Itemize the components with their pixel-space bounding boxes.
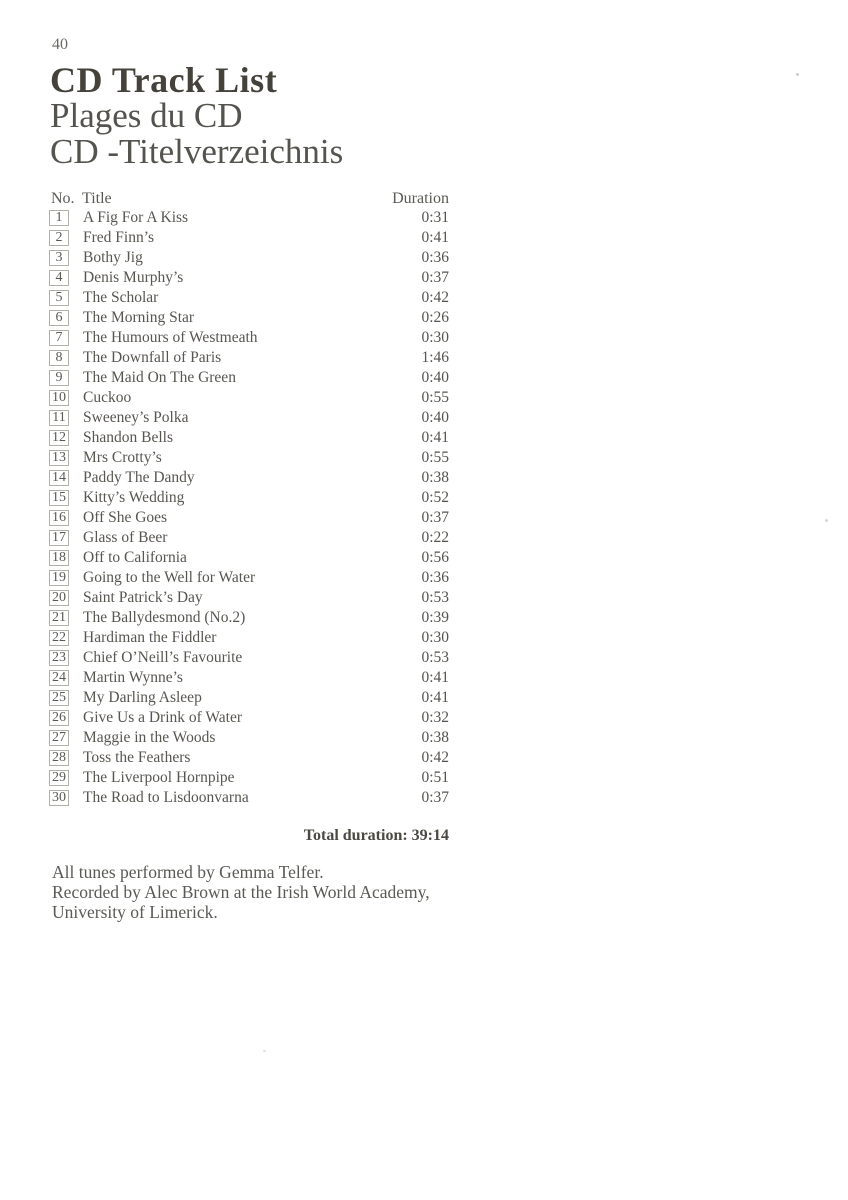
track-number-box: 22: [49, 630, 69, 646]
track-number-box: 9: [49, 370, 69, 386]
track-duration: 0:42: [421, 289, 449, 306]
track-title: The Humours of Westmeath: [83, 329, 258, 346]
track-row: [49, 588, 449, 608]
track-row: [49, 508, 449, 528]
track-duration: 0:56: [421, 549, 449, 566]
track-number-box: 16: [49, 510, 69, 526]
track-title: The Liverpool Hornpipe: [83, 769, 235, 786]
track-number-box: 25: [49, 690, 69, 706]
track-number-box: 24: [49, 670, 69, 686]
track-title: Kitty’s Wedding: [83, 489, 185, 506]
track-title: Fred Finn’s: [83, 229, 155, 246]
track-title: Bothy Jig: [83, 249, 143, 266]
track-rows: [49, 208, 449, 808]
track-number-box: 8: [49, 350, 69, 366]
track-row: [49, 428, 449, 448]
track-title: Glass of Beer: [83, 529, 168, 546]
track-duration: 0:36: [421, 249, 449, 266]
track-title: Denis Murphy’s: [83, 269, 184, 286]
track-duration: 0:41: [421, 229, 449, 246]
track-row: [49, 408, 449, 428]
track-duration: 0:38: [421, 469, 449, 486]
track-duration: 0:37: [421, 269, 449, 286]
track-number-box: 13: [49, 450, 69, 466]
track-number-box: 28: [49, 750, 69, 766]
total-duration: Total duration: 39:14: [303, 827, 449, 844]
track-number-box: 12: [49, 430, 69, 446]
page-number: 40: [52, 36, 68, 53]
track-title: Chief O’Neill’s Favourite: [83, 649, 243, 666]
track-duration: 0:40: [421, 369, 449, 386]
scan-speck: [825, 519, 828, 522]
track-title: A Fig For A Kiss: [83, 209, 189, 226]
track-duration: 0:30: [421, 329, 449, 346]
scan-speck: [796, 73, 799, 76]
track-title: Shandon Bells: [83, 429, 173, 446]
track-title: Paddy The Dandy: [83, 469, 195, 486]
track-title: The Scholar: [83, 289, 159, 306]
track-duration: 0:42: [421, 749, 449, 766]
track-row: [49, 388, 449, 408]
track-title: Sweeney’s Polka: [83, 409, 189, 426]
track-row: [49, 448, 449, 468]
page-title-german: CD -Titelverzeichnis: [50, 132, 344, 171]
track-duration: 0:30: [421, 629, 449, 646]
track-number-box: 14: [49, 470, 69, 486]
page-title-english: CD Track List: [50, 60, 278, 100]
track-title: Mrs Crotty’s: [83, 449, 162, 466]
track-duration: 0:40: [421, 409, 449, 426]
track-row: [49, 628, 449, 648]
heading-block: [50, 62, 343, 170]
track-title: Maggie in the Woods: [83, 729, 216, 746]
credit-line: All tunes performed by Gemma Telfer.: [52, 862, 324, 882]
track-title: Cuckoo: [83, 389, 132, 406]
track-duration: 0:26: [421, 309, 449, 326]
track-row: [49, 608, 449, 628]
track-title: The Ballydesmond (No.2): [83, 609, 246, 626]
track-number-box: 2: [49, 230, 69, 246]
track-title: Toss the Feathers: [83, 749, 191, 766]
track-row: [49, 688, 449, 708]
track-number-box: 15: [49, 490, 69, 506]
track-number-box: 29: [49, 770, 69, 786]
track-row: [49, 228, 449, 248]
column-header-title: Title: [82, 190, 112, 207]
track-title: The Downfall of Paris: [83, 349, 222, 366]
track-number-box: 19: [49, 570, 69, 586]
track-title: My Darling Asleep: [83, 689, 202, 706]
track-row: [49, 768, 449, 788]
track-duration: 0:55: [421, 449, 449, 466]
track-title: Hardiman the Fiddler: [83, 629, 217, 646]
track-title: Martin Wynne’s: [83, 669, 183, 686]
track-duration: 0:41: [421, 669, 449, 686]
track-title: Give Us a Drink of Water: [83, 709, 243, 726]
track-number-box: 20: [49, 590, 69, 606]
track-number-box: 3: [49, 250, 69, 266]
track-number-box: 17: [49, 530, 69, 546]
track-row: [49, 568, 449, 588]
track-duration: 0:36: [421, 569, 449, 586]
track-number-box: 18: [49, 550, 69, 566]
track-number-box: 7: [49, 330, 69, 346]
track-duration: 0:52: [421, 489, 449, 506]
scan-speck: [263, 1050, 266, 1052]
track-duration: 0:53: [421, 589, 449, 606]
track-row: [49, 648, 449, 668]
track-number-box: 26: [49, 710, 69, 726]
page-title-french: Plages du CD: [50, 96, 243, 135]
track-number-box: 4: [49, 270, 69, 286]
track-duration: 0:55: [421, 389, 449, 406]
track-title: Off to California: [83, 549, 187, 566]
column-header-duration: Duration: [392, 190, 449, 207]
track-row: [49, 368, 449, 388]
track-duration: 0:38: [421, 729, 449, 746]
track-duration: 0:53: [421, 649, 449, 666]
track-table-header: [49, 190, 449, 210]
track-number-box: 23: [49, 650, 69, 666]
credits: [52, 862, 430, 922]
track-row: [49, 528, 449, 548]
track-duration: 0:22: [421, 529, 449, 546]
track-number-box: 30: [49, 790, 69, 806]
track-row: [49, 288, 449, 308]
track-row: [49, 728, 449, 748]
track-number-box: 21: [49, 610, 69, 626]
track-duration: 0:32: [421, 709, 449, 726]
track-number-box: 6: [49, 310, 69, 326]
track-duration: 0:37: [421, 789, 449, 806]
track-row: [49, 328, 449, 348]
track-row: [49, 488, 449, 508]
track-number-box: 11: [49, 410, 69, 426]
track-title: Going to the Well for Water: [83, 569, 256, 586]
track-row: [49, 668, 449, 688]
credit-line: Recorded by Alec Brown at the Irish World Academy,: [52, 882, 430, 902]
track-row: [49, 268, 449, 288]
track-row: [49, 748, 449, 768]
track-number-box: 1: [49, 210, 69, 226]
track-title: The Maid On The Green: [83, 369, 236, 386]
track-title: Saint Patrick’s Day: [83, 589, 203, 606]
track-row: [49, 468, 449, 488]
track-title: The Road to Lisdoonvarna: [83, 789, 249, 806]
track-row: [49, 348, 449, 368]
track-row: [49, 708, 449, 728]
track-duration: 0:39: [421, 609, 449, 626]
track-row: [49, 208, 449, 228]
track-duration: 0:41: [421, 689, 449, 706]
track-row: [49, 788, 449, 808]
track-title: Off She Goes: [83, 509, 168, 526]
track-duration: 0:51: [421, 769, 449, 786]
credit-line: University of Limerick.: [52, 902, 218, 922]
track-number-box: 10: [49, 390, 69, 406]
column-header-no: No.: [51, 190, 75, 207]
track-duration: 1:46: [421, 349, 449, 366]
track-row: [49, 548, 449, 568]
track-duration: 0:37: [421, 509, 449, 526]
track-title: The Morning Star: [83, 309, 195, 326]
track-number-box: 27: [49, 730, 69, 746]
track-number-box: 5: [49, 290, 69, 306]
track-row: [49, 248, 449, 268]
track-duration: 0:41: [421, 429, 449, 446]
track-duration: 0:31: [421, 209, 449, 226]
track-row: [49, 308, 449, 328]
